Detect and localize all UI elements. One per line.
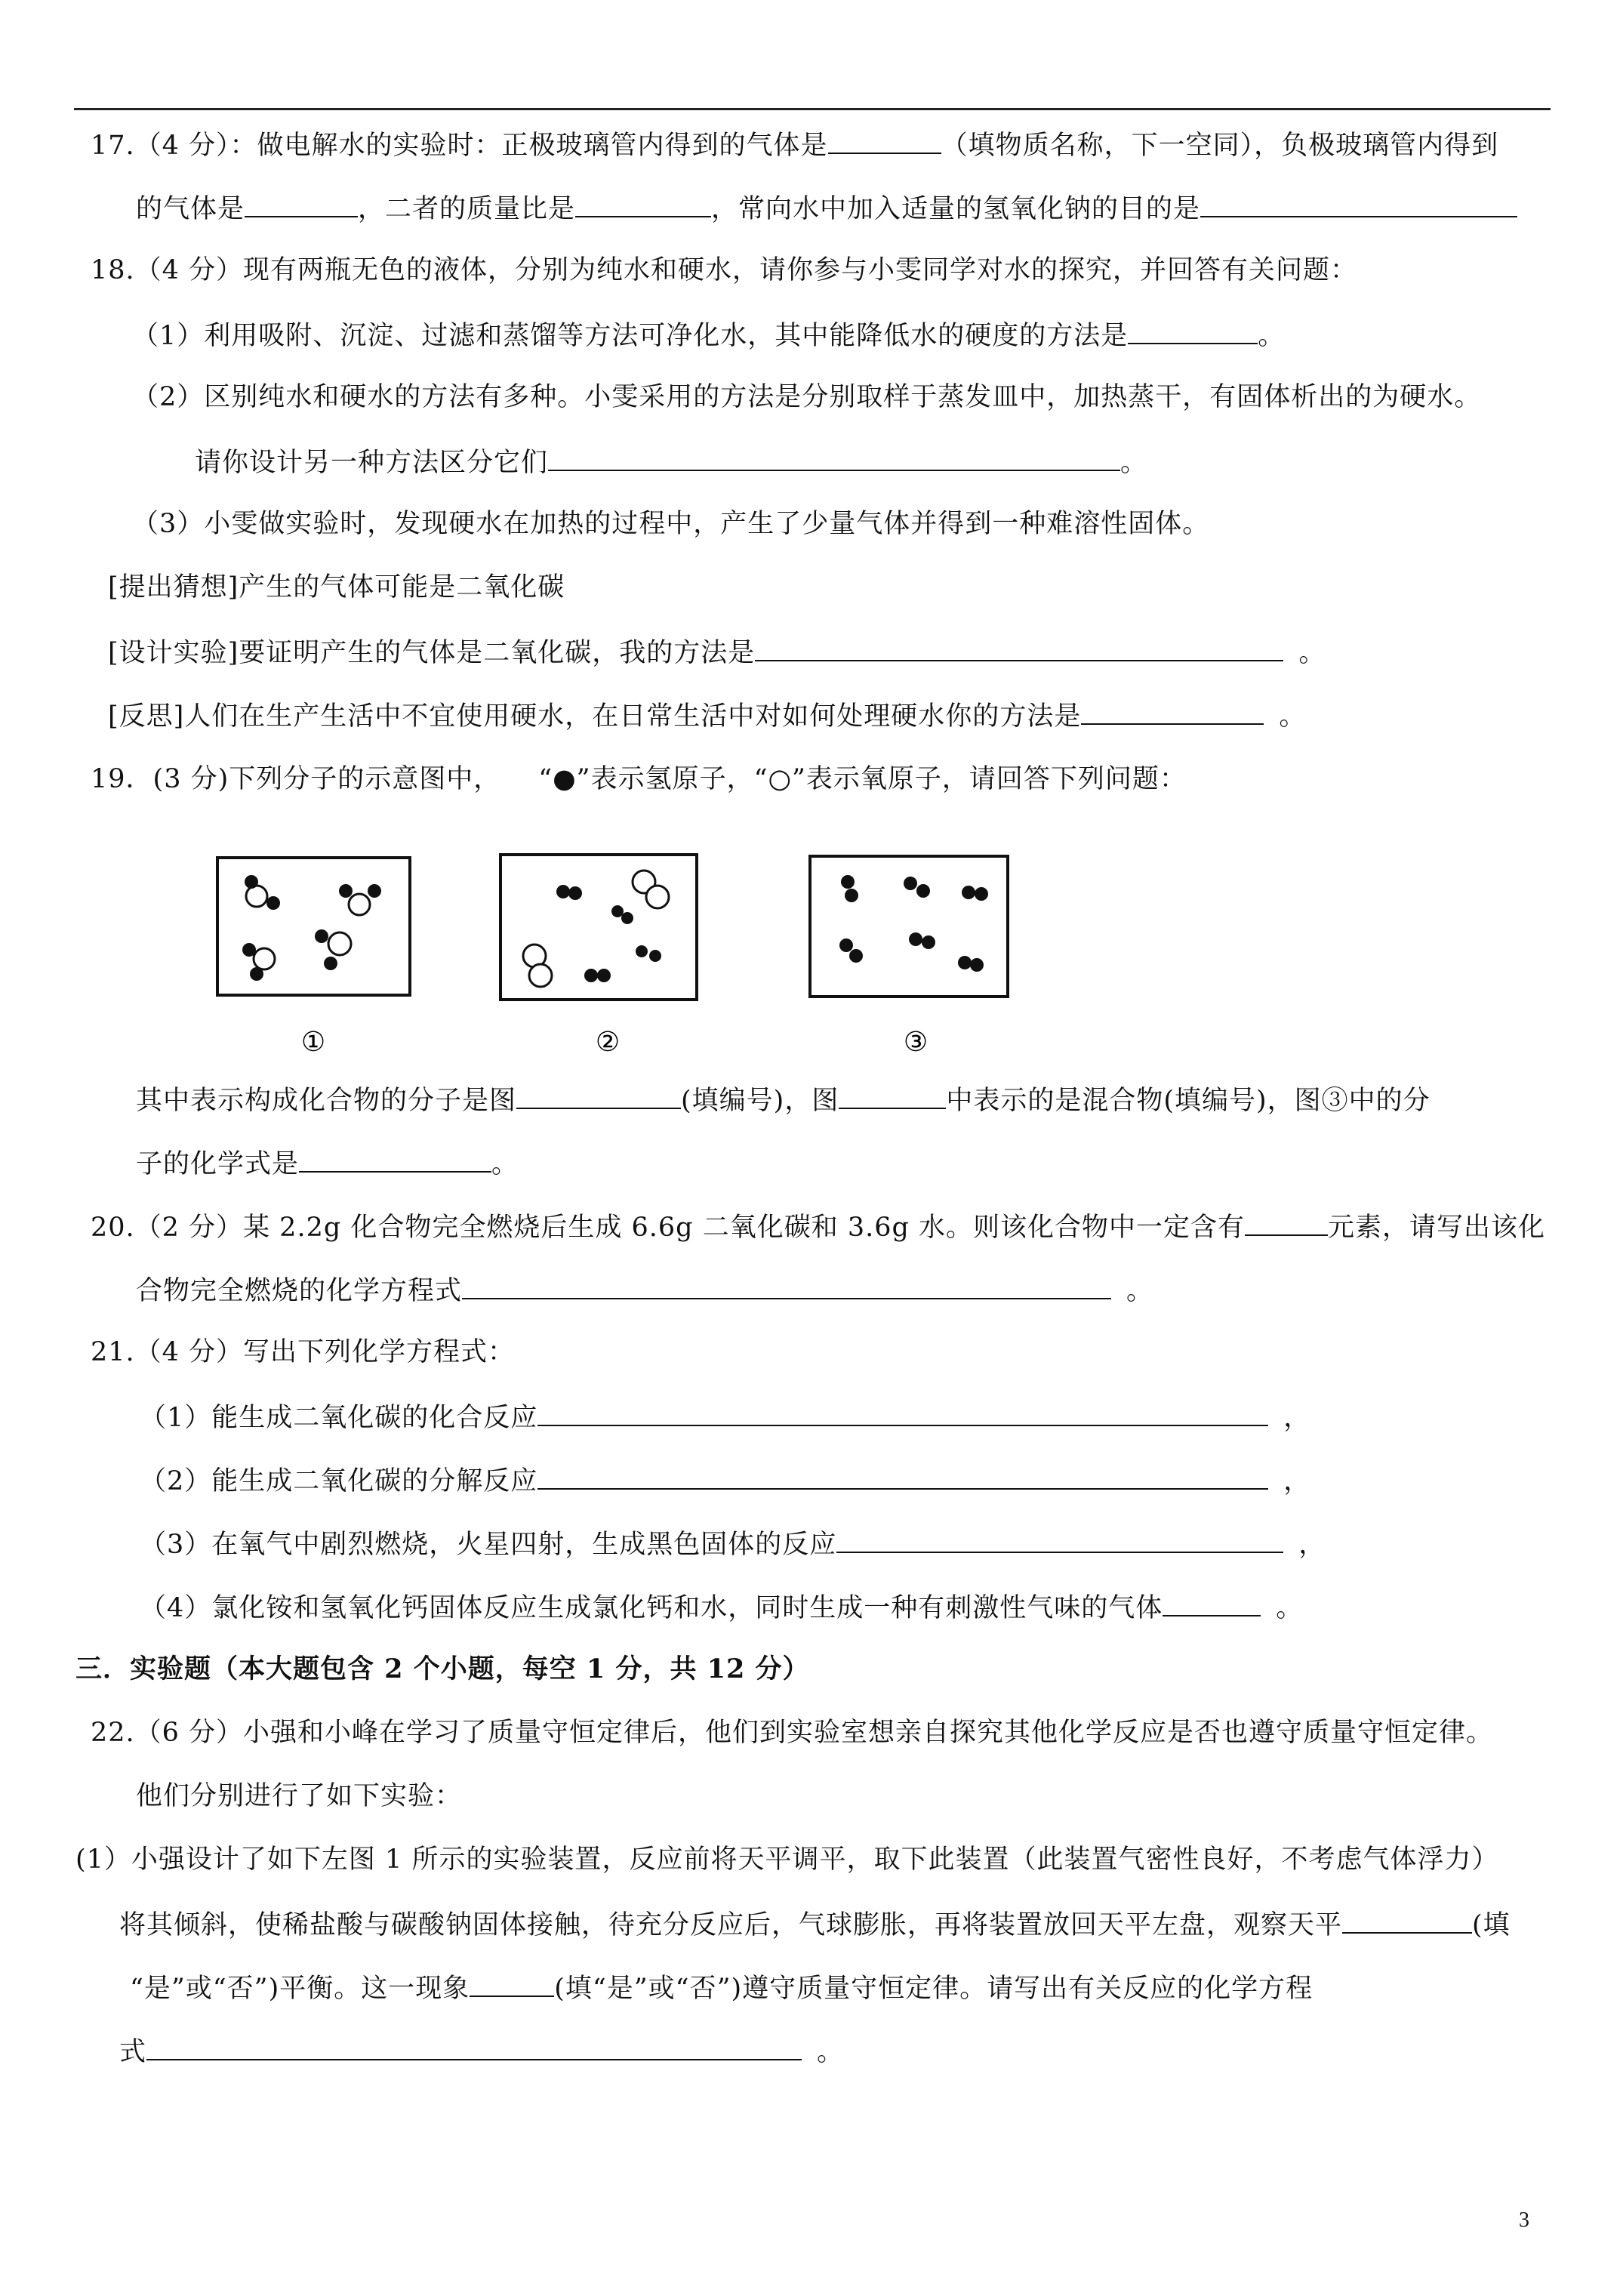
q18-part1	[132, 317, 1285, 353]
hydrogen-molecule	[962, 886, 988, 901]
hydrogen-molecule	[556, 885, 582, 900]
q17-text: 的气体是	[136, 194, 245, 224]
q19-text: 中表示的是混合物(填编号)，图③中的分	[946, 1086, 1431, 1116]
q19-text: 其中表示构成化合物的分子是图	[136, 1086, 517, 1116]
answer-blank[interactable]	[828, 127, 941, 154]
hydrogen-molecule	[841, 875, 858, 902]
molecule-diagram	[210, 846, 1055, 1072]
diagram-box-1	[217, 858, 410, 995]
q18-part2: （2）区别纯水和硬水的方法有多种。小雯采用的方法是分别取样于蒸发皿中，加热蒸干，有固体析出的为硬水。	[132, 382, 1482, 412]
answer-blank[interactable]	[537, 1399, 1268, 1426]
answer-blank[interactable]	[516, 1082, 681, 1109]
q19-text: 子的化学式是	[136, 1149, 300, 1179]
answer-blank[interactable]	[1200, 190, 1517, 217]
punct: 。	[1298, 638, 1326, 668]
q18-text: 请你设计另一种方法区分它们	[195, 448, 549, 478]
q22-text: 式	[119, 2037, 147, 2067]
punct: ，	[1283, 1403, 1311, 1433]
q17-text: （填物质名称，下一空同），负极玻璃管内得到	[941, 131, 1499, 161]
punct: 。	[1258, 321, 1286, 351]
q18-reflect	[108, 698, 1306, 733]
answer-blank[interactable]	[245, 190, 358, 217]
hydrogen-molecule	[584, 969, 611, 982]
hydrogen-molecule	[839, 938, 863, 963]
diagram-label-3: ③	[903, 1027, 929, 1058]
q18-text: [反思]人们在生产生活中不宜使用硬水，在日常生活中对如何处理硬水你的方法是	[108, 701, 1082, 732]
answer-blank[interactable]	[575, 190, 711, 217]
q22-part1a: (1）小强设计了如下左图 1 所示的实验装置，反应前将天平调平，取下此装置（此装置气密性良好，不考虑气体浮力）	[75, 1845, 1499, 1875]
answer-blank[interactable]	[836, 1526, 1283, 1553]
q22-text: 将其倾斜，使稀盐酸与碳酸钠固体接触，待充分反应后，气球膨胀，再将装置放回天平左盘，观察天平	[119, 1910, 1343, 1940]
punct: 。	[1276, 1593, 1304, 1623]
q22-part1c	[130, 1970, 1313, 2005]
q20-text: 合物完全燃烧的化学方程式	[136, 1276, 463, 1306]
q20-line2	[136, 1272, 1153, 1308]
answer-blank[interactable]	[537, 1462, 1268, 1490]
punct: ，	[1283, 1466, 1311, 1496]
q17-text: 17.（4 分）：做电解水的实验时：正极玻璃管内得到的气体是	[91, 131, 828, 161]
q18-stem: 18.（4 分）现有两瓶无色的液体，分别为纯水和硬水，请你参与小雯同学对水的探究，并回答有关问题：	[91, 255, 1358, 285]
q22-text: (填	[1472, 1910, 1511, 1940]
answer-blank[interactable]	[1128, 317, 1258, 344]
q17-line2	[136, 190, 1517, 226]
q19-text: (填编号)，图	[681, 1086, 839, 1116]
water-molecule	[339, 884, 381, 915]
oxygen-molecule	[633, 871, 669, 908]
punct: 。	[491, 1149, 519, 1179]
answer-blank[interactable]	[1081, 698, 1264, 725]
q22-text: (填“是”或“否”)遵守质量守恒定律。请写出有关反应的化学方程	[554, 1974, 1313, 2004]
q22-stem2: 他们分别进行了如下实验：	[136, 1781, 463, 1811]
water-molecule	[245, 875, 280, 910]
answer-blank[interactable]	[548, 444, 1120, 471]
answer-blank[interactable]	[462, 1272, 1111, 1299]
q21-text: （2）能生成二氧化碳的分解反应	[140, 1466, 538, 1496]
q21-part4	[140, 1589, 1303, 1625]
punct: 。	[1279, 701, 1307, 732]
answer-blank[interactable]	[1245, 1209, 1328, 1236]
answer-blank[interactable]	[146, 2033, 802, 2060]
answer-blank[interactable]	[1342, 1906, 1472, 1934]
q21-part1	[140, 1399, 1310, 1435]
q18-guess: [提出猜想]产生的气体可能是二氧化碳	[108, 572, 565, 603]
q19-line2	[136, 1145, 519, 1181]
diagram-box-2	[500, 855, 697, 1000]
q22-stem: 22.（6 分）小强和小峰在学习了质量守恒定律后，他们到实验室想亲自探究其他化学反应是否也遵守质量守恒定律。	[91, 1718, 1494, 1748]
punct: ，	[1298, 1530, 1326, 1560]
q18-part2b	[195, 444, 1147, 479]
hydrogen-molecule	[611, 905, 633, 924]
q19-legend: “●”表示氢原子，“○”表示氧原子，请回答下列问题：	[538, 764, 1187, 794]
water-molecule	[242, 943, 275, 981]
q21-part3	[140, 1526, 1326, 1561]
q22-part1b	[119, 1906, 1511, 1942]
q21-text: （3）在氧气中剧烈燃烧，火星四射，生成黑色固体的反应	[140, 1530, 837, 1560]
q19-text: 19．(3 分)下列分子的示意图中，	[91, 764, 501, 794]
hydrogen-molecule	[958, 956, 984, 972]
q17-text: ，二者的质量比是	[358, 194, 576, 224]
diagram-label-2: ②	[595, 1027, 621, 1058]
punct: 。	[1126, 1276, 1154, 1306]
diagram-box-3	[810, 856, 1008, 997]
q19-line1	[136, 1082, 1431, 1117]
water-molecule	[315, 929, 351, 970]
q22-text: “是”或“否”)平衡。这一现象	[130, 1974, 470, 2004]
page-number: 3	[1519, 2208, 1529, 2232]
q18-design	[108, 634, 1326, 670]
q21-stem: 21.（4 分）写出下列化学方程式：	[91, 1337, 516, 1367]
hydrogen-molecule	[636, 945, 661, 962]
diagram-label-1: ①	[300, 1027, 326, 1058]
answer-blank[interactable]	[839, 1082, 946, 1109]
answer-blank[interactable]	[299, 1145, 491, 1173]
q17-text: ，常向水中加入适量的氢氧化钠的目的是	[711, 194, 1201, 224]
hydrogen-molecule	[909, 932, 935, 949]
q19-stem	[91, 763, 1187, 796]
q17-line1	[91, 127, 1498, 162]
punct: 。	[1120, 448, 1148, 478]
q18-text: （1）利用吸附、沉淀、过滤和蒸馏等方法可净化水，其中能降低水的硬度的方法是	[132, 321, 1129, 351]
oxygen-molecule	[523, 945, 552, 987]
q18-part3: （3）小雯做实验时，发现硬水在加热的过程中，产生了少量气体并得到一种难溶性固体。	[132, 509, 1210, 539]
q18-text: [设计实验]要证明产生的气体是二氧化碳，我的方法是	[108, 638, 756, 668]
q20-text: 元素，请写出该化	[1328, 1213, 1546, 1243]
q21-text: （1）能生成二氧化碳的化合反应	[140, 1403, 538, 1433]
answer-blank[interactable]	[1163, 1589, 1261, 1616]
answer-blank[interactable]	[470, 1970, 554, 1997]
hydrogen-molecule	[904, 877, 930, 898]
top-rule	[74, 108, 1551, 110]
q22-part1d	[119, 2033, 844, 2069]
q21-part2	[140, 1462, 1310, 1498]
q20-line1	[91, 1209, 1545, 1244]
section-heading: 三．实验题（本大题包含 2 个小题，每空 1 分，共 12 分）	[75, 1653, 810, 1684]
q21-text: （4）氯化铵和氢氧化钙固体反应生成氯化钙和水，同时生成一种有刺激性气味的气体	[140, 1593, 1163, 1623]
q20-text: 20.（2 分）某 2.2g 化合物完全燃烧后生成 6.6g 二氧化碳和 3.6g 水。则该化合物中一定含有	[91, 1213, 1246, 1243]
punct: 。	[817, 2037, 845, 2067]
answer-blank[interactable]	[755, 634, 1283, 661]
